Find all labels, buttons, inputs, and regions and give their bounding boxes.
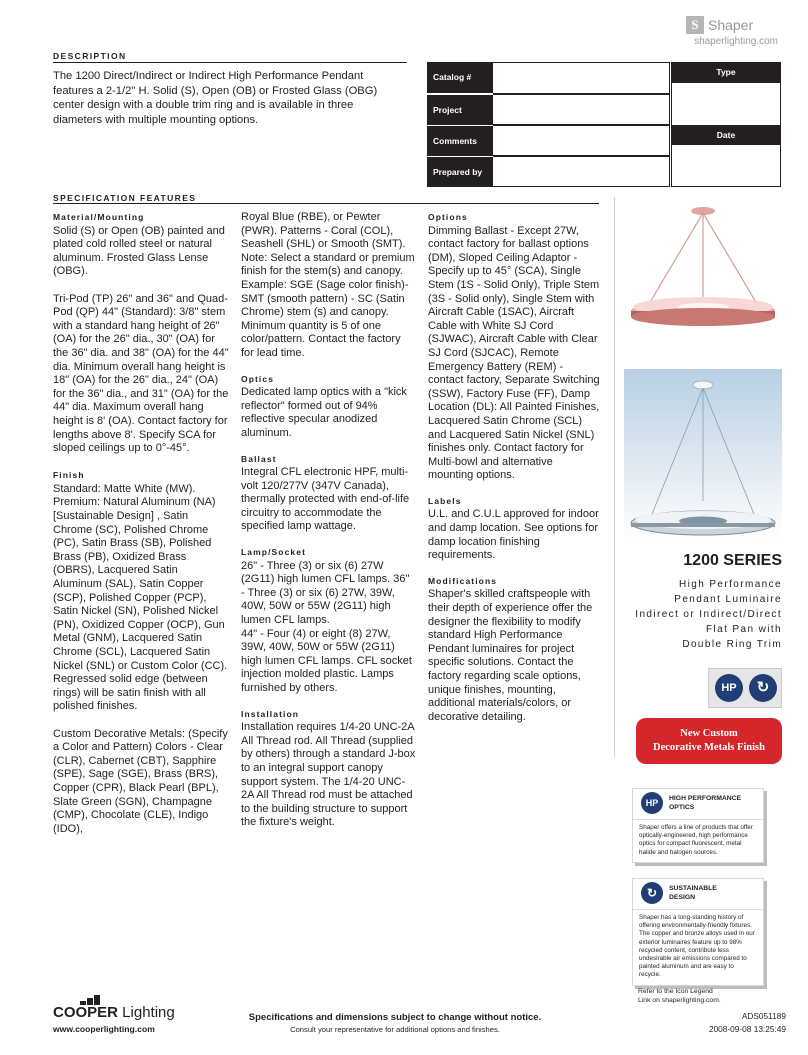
panel-divider — [614, 197, 615, 757]
promo-line-1: New Custom — [680, 728, 738, 739]
material-text-2: Tri-Pod (TP) 26" and 36" and Quad-Pod (QP) 44" (Standard): 3/8" stem with a standard hang height of 26" (OA) for the 26" dia., 30" (OA) for the 36" dia. and 38" (OA) for the 44" dia. Minimum overall hang height is 18" (OA) for the 26" dia., 24" (OA) for the 36" dia., and 31" (OA) for the 44" dia. Maximum overall hang height is 8' (OA). Contact factory for lengths above 8'. Specify SCA for sloped ceilings up to 0°-45°. — [53, 292, 229, 455]
series-desc-line: Indirect or Indirect/Direct — [635, 609, 782, 620]
material-text-1: Solid (S) or Open (OB) painted and plated cold rolled steel or natural aluminum. Frosted Glass Lense (OBG). — [53, 224, 225, 278]
product-photos — [624, 201, 782, 541]
spec-column-1 — [53, 211, 229, 850]
high-performance-icon: HP — [715, 674, 743, 702]
spec-notice: Specifications and dimensions subject to change without notice. — [248, 1012, 542, 1023]
icon-badge-strip — [708, 668, 782, 708]
description-rule — [53, 62, 407, 63]
cooper-rest: Lighting — [118, 1004, 175, 1021]
sd-card-body: Shaper has a long-standing history of offering environmentally-friendly fixtures. The copper and bronze alloys used in our exterior luminaires feature up to 98% recycled content, contribute less undesirable air emissions compared to painted aluminum and are easy to recycle. — [639, 914, 755, 979]
hp-card-header — [633, 789, 763, 820]
hp-card-title — [669, 795, 741, 812]
shaper-logo-mark: S — [686, 16, 704, 34]
sd-card-title — [669, 885, 717, 902]
legend-ref-line: Refer to the Icon Legend — [638, 988, 713, 995]
sustainable-design-icon: ↻ — [641, 882, 663, 904]
spec-rule — [53, 203, 599, 204]
modifications-heading: Modifications — [428, 575, 498, 586]
ballast-text: Integral CFL electronic HPF, multi-volt 120/277V (347V Canada), thermally protected with end-of-life circuitry to accommodate the specified lamp wattage. — [241, 466, 410, 533]
hp-card-title-line: OPTICS — [669, 803, 695, 811]
cooper-url[interactable]: www.cooperlighting.com — [53, 1024, 155, 1034]
catalog-table — [427, 62, 781, 187]
shaper-url: shaperlighting.com — [694, 36, 778, 47]
options-text: Dimming Ballast - Except 27W, contact factory for ballast options (DM), Sloped Ceiling Adaptor - Specify up to 45° (SCA), Single Stem (1S - Solid Only), Triple Stem (3S - Solid only), Single Stem with Aircraft Cable (1SAC), Aircraft Cable with White SJ Cord (SJWAC), Aircraft Cable with Clear SJ Cord (SJCAC), Remote Emergency Battery (REM) - contact factory, Separate Switching (SSW), Factory Fuse (FF), Damp Location (DL): All Painted Finishes, Lacquered Satin Chrome (SCL) and Lacquered Satin Nickel (SNL) finishes only. Contact factory for Multi-bowl and alternative mounting options. — [428, 224, 600, 482]
prepared-by-field[interactable] — [493, 156, 670, 187]
series-desc-line: Double Ring Trim — [682, 639, 782, 650]
series-description — [624, 577, 782, 652]
spec-column-3 — [428, 211, 600, 738]
description-heading: DESCRIPTION — [53, 51, 127, 61]
labels-heading: Labels — [428, 495, 462, 506]
sustainable-design-icon: ↻ — [749, 674, 777, 702]
comments-label: Comments — [427, 125, 493, 156]
series-title: 1200 SERIES — [683, 552, 782, 569]
material-heading: Material/Mounting — [53, 212, 145, 222]
series-desc-line: Flat Pan with — [705, 624, 782, 635]
comments-field[interactable] — [493, 125, 670, 156]
document-timestamp: 2008-09-08 13:25:49 — [708, 1024, 786, 1034]
type-label: Type — [671, 62, 781, 82]
description-text: The 1200 Direct/Indirect or Indirect High Performance Pendant features a 2-1/2" H. Solid (S), Open (OB) or Frosted Glass (OBG) center design with a double trim ring and is available in three diameters with multiple mounting options. — [53, 70, 378, 126]
catalog-field[interactable] — [493, 62, 670, 94]
optics-heading: Optics — [241, 373, 275, 384]
labels-text: U.L. and C.U.L approved for indoor and damp location. See options for damp location finishing requirements. — [428, 508, 599, 562]
installation-text: Installation requires 1/4-20 UNC-2A All Thread rod. All Thread (supplied by others) through a standard J-box to an integral support canopy support system. The 1/4-20 UNC-2A All Thread rod must be attached to the building structure to support the fixture's weight. — [241, 721, 416, 829]
spec-heading: SPECIFICATION FEATURES — [53, 193, 197, 203]
document-id: ADS051189 — [741, 1011, 786, 1021]
date-label: Date — [671, 126, 781, 144]
options-heading: Options — [428, 212, 468, 222]
lamp-socket-text: 26" - Three (3) or six (6) 27W (2G11) high lumen CFL lamps. 36" - Three (3) or six (6) 27W, 39W, 40W, 50W or 55W (2G11) high lumen CFL lamps. 44" - Four (4) or eight (8) 27W, 39W, 40W, 50W or 55W (2G11) high lumen CFL lamps. CFL socket injection molded plastic. Lamps furnished by others. — [241, 559, 412, 694]
legend-ref-line[interactable]: Link on shaperlighting.com. — [638, 997, 721, 1004]
series-desc-line: High Performance — [679, 579, 782, 590]
date-field[interactable] — [671, 144, 781, 187]
sustainable-design-card — [632, 878, 764, 986]
optics-text: Dedicated lamp optics with a "kick reflector" formed out of 94% reflective specular anodized aluminum. — [241, 386, 407, 439]
icon-legend-reference — [638, 987, 778, 1005]
sd-card-title-line: SUSTAINABLE — [669, 885, 717, 892]
lamp-socket-heading: Lamp/Socket — [241, 547, 307, 558]
sd-card-header — [633, 879, 763, 910]
project-label: Project — [427, 94, 493, 125]
prepared-by-label: Prepared by — [427, 156, 493, 187]
shaper-logo — [686, 16, 778, 50]
project-field[interactable] — [493, 94, 670, 125]
spec-column-2 — [241, 211, 416, 844]
sd-card-title-line: DESIGN — [669, 893, 696, 901]
finish-continued-text: Royal Blue (RBE), or Pewter (PWR). Patterns - Coral (COL), Seashell (SHL) or Smooth (SMT). Note: Select a standard or premium finish for the stem(s) and canopy. Example: SGE (Sage color finish)-SMT (smooth pattern) - SC (Satin Chrome) stem (s) and canopy. Minimum quantity is 5 of one color/pattern. Contact the factory for lead time. — [241, 211, 415, 359]
cooper-lighting-logo — [53, 1004, 175, 1021]
consult-notice: Consult your representative for additional options and finishes. — [290, 1025, 500, 1034]
hp-card-body: Shaper offers a line of products that offer optically-engineered, high performance optics for compact fluorescent, metal halide and halogen sources. — [639, 824, 753, 856]
modifications-text: Shaper's skilled craftspeople with their depth of experience offer the designer the flexibility to modify standard High Performance Pendant luminaires for project specific solutions. Contact the factory regarding scale options, unique finishes, mounting, additional materials/colors, or decorative detailing. — [428, 588, 593, 723]
high-performance-icon: HP — [641, 792, 663, 814]
ballast-heading: Ballast — [241, 453, 277, 464]
installation-heading: Installation — [241, 708, 300, 719]
high-performance-card — [632, 788, 764, 863]
shaper-logo-name: Shaper — [708, 17, 754, 33]
cooper-bold: COOPER — [53, 1004, 119, 1021]
finish-heading: Finish — [53, 470, 85, 481]
promo-line-2: Decorative Metals Finish — [653, 742, 765, 753]
hp-card-title-line: HIGH PERFORMANCE — [669, 795, 742, 802]
finish-text-1: Standard: Matte White (MW). Premium: Natural Aluminum (NA) [Sustainable Design] , Satin Chrome (SC), Polished Chrome (PC), Satin Brass (SB), Polished Brass (PB), Oxidized Brass (OBRS), Lacquered Satin Aluminum (SAL), Satin Copper (SCP), Polished Copper (PCP), Satin Nickel (SN), Polished Nickel (PN), Oxidized Copper (OCP), Gun Metal (GNM), Lacquered Satin Chrome (SCL), Lacquered Satin Nickel (SNL) or Custom Color (CC). Regressed solid edge (between rings) will be satin finish with all polished finishes. — [53, 482, 228, 713]
series-desc-line: Pendant Luminaire — [674, 594, 782, 605]
type-field[interactable] — [671, 82, 781, 126]
custom-metals-promo — [636, 718, 782, 764]
catalog-label: Catalog # — [427, 62, 493, 93]
finish-text-2: Custom Decorative Metals: (Specify a Color and Pattern) Colors - Clear (CLR), Cabernet (CBT), Sapphire (SPE), Sage (SGE), Brass (BRS), Copper (CPR), Black Pearl (BPL), Slate Green (SGN), Champagne (CMP), Chocolate (CLE), Indigo (IDO), — [53, 727, 228, 835]
